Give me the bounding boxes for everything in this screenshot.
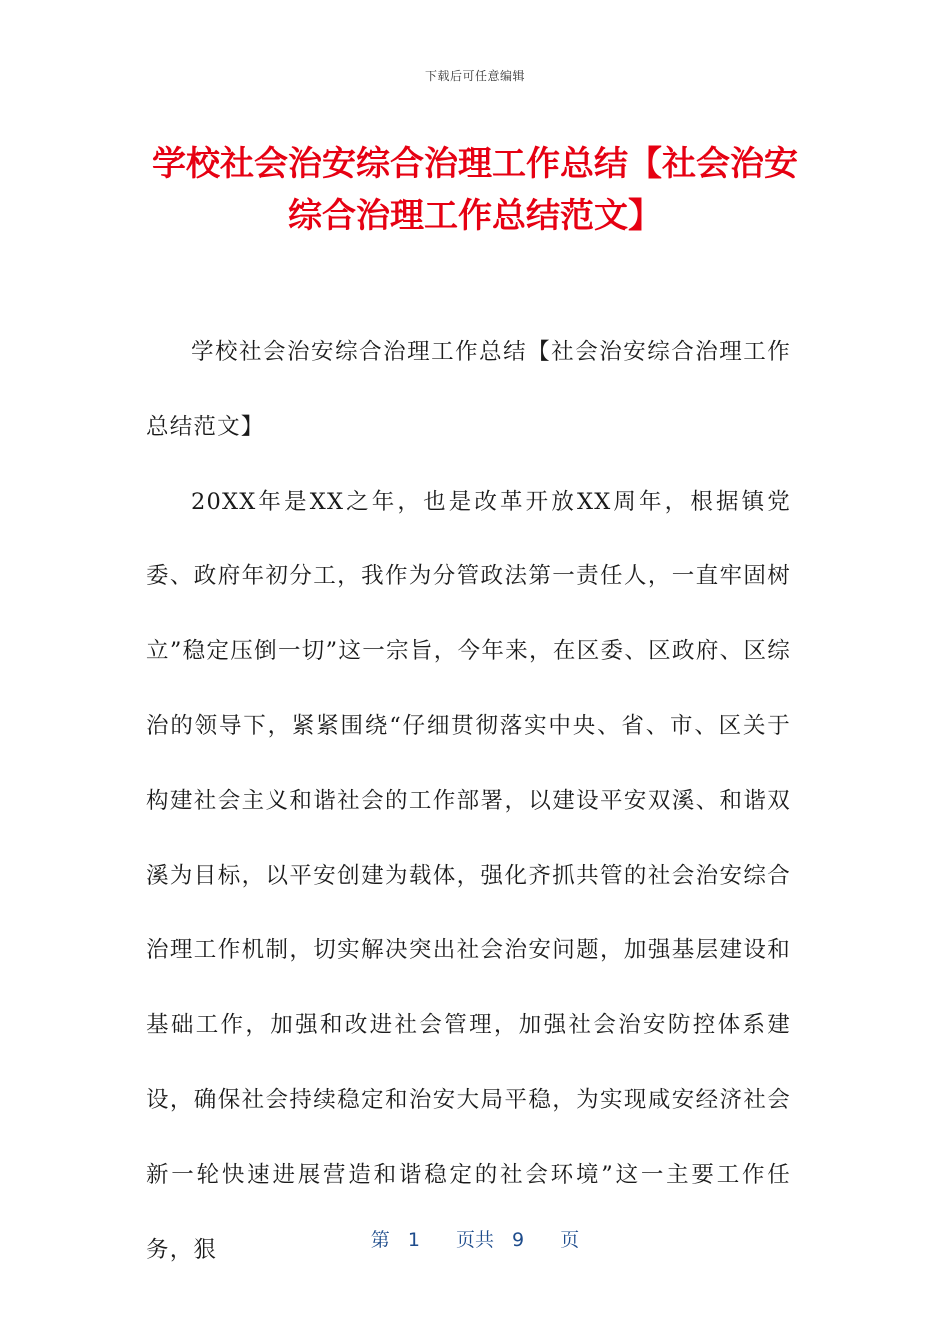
header-note: 下载后可任意编辑 <box>424 69 525 83</box>
footer-total-pages: 9 <box>512 1229 525 1251</box>
footer-page-number: 1 <box>407 1229 420 1251</box>
footer-prefix: 第 <box>370 1229 390 1251</box>
footer-middle: 页共 <box>455 1229 494 1251</box>
footer-suffix: 页 <box>560 1229 580 1251</box>
body-paragraph: 学校社会治安综合治理工作总结【社会治安综合治理工作总结范文】 <box>146 339 791 440</box>
document-body <box>146 315 791 1287</box>
body-paragraph: 20XX年是XX之年，也是改革开放XX周年，根据镇党委、政府年初分工，我作为分管政法第一责任人，一直牢固树立”稳定压倒一切”这一宗旨，今年来，在区委、区政府、区综治的领导下，紧紧围绕“仔细贯彻落实中央、省、市、区关于构建社会主义和谐社会的工作部署，以建设平安双溪、和谐双溪为目标，以平安创建为载体，强化齐抓共管的社会治安综合治理工作机制，切实解决突出社会治安问题，加强基层建设和基础工作，加强和改进社会管理，加强社会治安防控体系建设，确保社会持续稳定和治安大局平稳，为实现咸安经济社会新一轮快速进展营造和谐稳定的社会环境”这一主要工作任务，狠 <box>146 488 791 1263</box>
document-title: 学校社会治安综合治理工作总结【社会治安综合治理工作总结范文】 <box>152 144 798 236</box>
page-footer <box>0 1225 950 1252</box>
